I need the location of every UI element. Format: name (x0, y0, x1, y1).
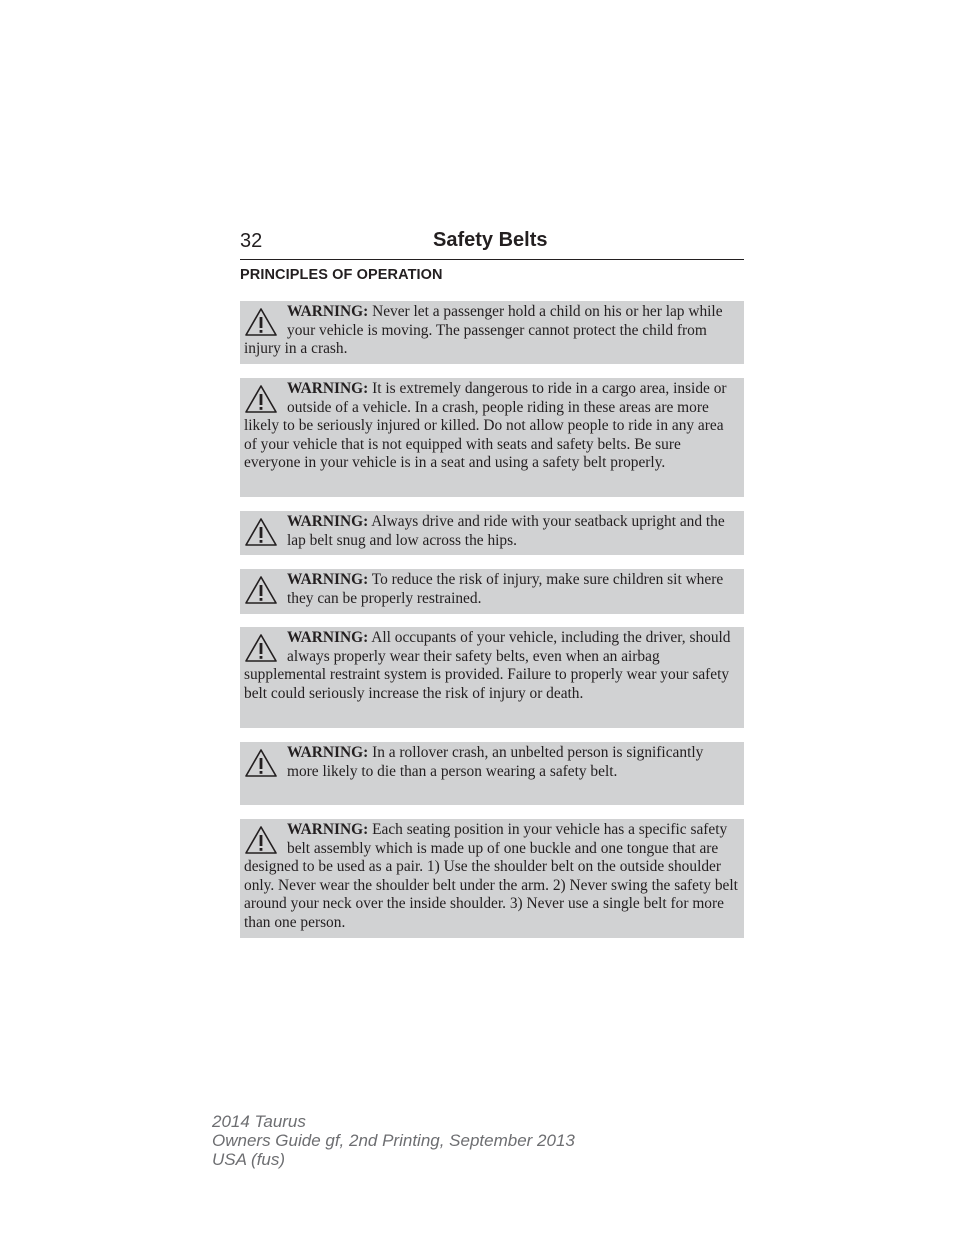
warning-label: WARNING: (287, 629, 369, 646)
warning-box-4 (240, 569, 744, 614)
warning-text (244, 513, 738, 550)
warning-box-6 (240, 742, 744, 805)
warning-box-1 (240, 301, 744, 364)
warning-box-5 (240, 627, 744, 728)
warning-text (244, 821, 738, 933)
warning-body: In a rollover crash, an unbelted person is significantly more likely to die than a person wearing a safety belt. (287, 744, 704, 780)
warning-label: WARNING: (287, 821, 369, 838)
warning-triangle-icon (244, 633, 278, 663)
page-title: Safety Belts (433, 229, 548, 251)
warning-label: WARNING: (287, 571, 369, 588)
warning-triangle-icon (244, 307, 278, 337)
section-heading: PRINCIPLES OF OPERATION (240, 267, 443, 283)
warning-triangle-icon (244, 384, 278, 414)
warning-label: WARNING: (287, 380, 369, 397)
footer-model: 2014 Taurus (212, 1112, 306, 1131)
warning-label: WARNING: (287, 744, 369, 761)
footer-region (212, 1150, 575, 1169)
warning-box-2 (240, 378, 744, 497)
warning-box-3 (240, 511, 744, 555)
warning-body: Always drive and ride with your seatback upright and the lap belt snug and low across the hips. (287, 513, 725, 549)
warning-body: All occupants of your vehicle, including the driver, should always properly wear their safety belts, even when an airbag supplemental restraint system is provided. Failure to properly wear your safety belt could seriously increase the risk of injury or death. (244, 629, 731, 702)
footer-guide-edition: Owners Guide gf, 2nd Printing, September 2013 (212, 1131, 575, 1150)
warning-triangle-icon (244, 825, 278, 855)
warning-label: WARNING: (287, 513, 369, 530)
footer-region-code: USA (212, 1150, 247, 1169)
warning-text (244, 744, 738, 781)
warning-triangle-icon (244, 575, 278, 605)
warning-body: Never let a passenger hold a child on his or her lap while your vehicle is moving. The passenger cannot protect the child from injury in a crash. (244, 303, 723, 358)
warning-text (244, 629, 738, 703)
warning-body: To reduce the risk of injury, make sure children sit where they can be properly restrained. (287, 571, 724, 607)
warning-text (244, 571, 738, 608)
footer-region-suffix: (fus) (246, 1150, 286, 1169)
warning-label: WARNING: (287, 303, 369, 320)
warning-body: It is extremely dangerous to ride in a cargo area, inside or outside of a vehicle. In a crash, people riding in these areas are more likely to be seriously injured or killed. Do not allow people to ride in any area of your vehicle that is not equipped with seats and safety belts. Be sure everyone in your vehicle is in a seat and using a safety belt properly. (244, 380, 727, 472)
warning-box-7 (240, 819, 744, 938)
warning-triangle-icon (244, 517, 278, 547)
warning-text (244, 380, 738, 473)
warning-triangle-icon (244, 748, 278, 778)
warning-body: Each seating position in your vehicle has a specific safety belt assembly which is made up of one buckle and one tongue that are designed to be used as a pair. 1) Use the shoulder belt on the outside shoulder only. Never wear the shoulder belt under the arm. 2) Never swing the safety belt around your neck over the inside shoulder. 3) Never use a single belt for more than one person. (244, 821, 738, 931)
page-number: 32 (240, 230, 263, 252)
document-footer (212, 1112, 575, 1169)
warning-text (244, 303, 738, 359)
page-header (240, 228, 744, 260)
